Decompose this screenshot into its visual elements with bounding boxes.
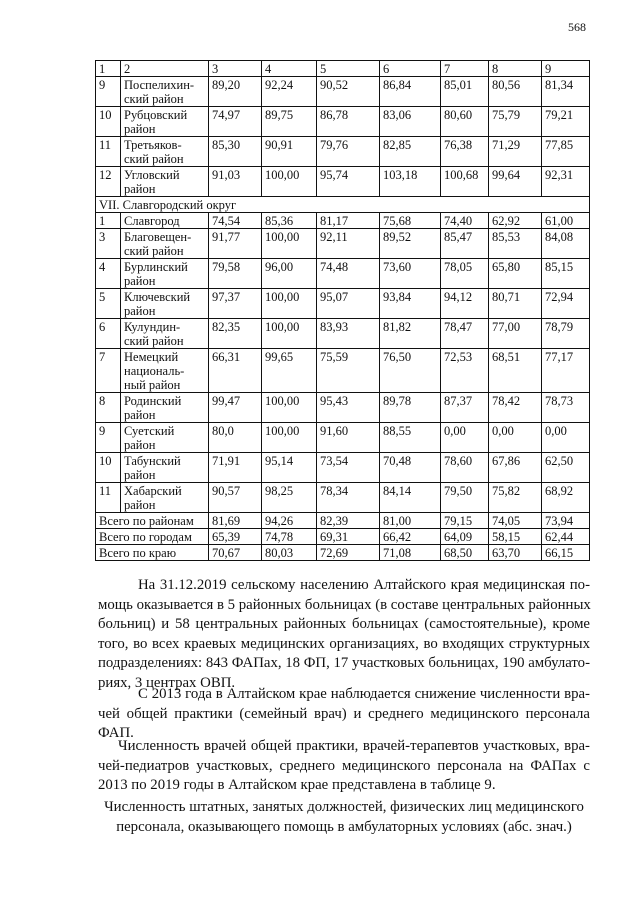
value-cell: 68,92 [542, 483, 590, 513]
value-cell: 73,94 [542, 513, 590, 529]
table-row [96, 229, 590, 259]
row-number-cell: 12 [96, 167, 121, 197]
value-cell: 89,75 [262, 107, 317, 137]
value-cell: 68,50 [441, 545, 489, 561]
value-cell: 80,56 [489, 77, 542, 107]
value-cell: 85,30 [209, 137, 262, 167]
column-number-cell: 3 [209, 61, 262, 77]
paragraph-line: риях, 3 центрах ОВП. [98, 674, 236, 691]
value-cell: 73,60 [380, 259, 441, 289]
value-cell: 62,50 [542, 453, 590, 483]
value-cell: 92,11 [317, 229, 380, 259]
value-cell: 80,0 [209, 423, 262, 453]
value-cell: 81,69 [209, 513, 262, 529]
column-number-cell: 6 [380, 61, 441, 77]
value-cell: 74,78 [262, 529, 317, 545]
value-cell: 61,00 [542, 213, 590, 229]
value-cell: 75,82 [489, 483, 542, 513]
value-cell: 97,37 [209, 289, 262, 319]
section-row [96, 197, 590, 213]
value-cell: 71,29 [489, 137, 542, 167]
value-cell: 83,06 [380, 107, 441, 137]
value-cell: 100,00 [262, 289, 317, 319]
value-cell: 72,94 [542, 289, 590, 319]
value-cell: 89,78 [380, 393, 441, 423]
table-row [96, 259, 590, 289]
value-cell: 89,20 [209, 77, 262, 107]
table-header-row [96, 61, 590, 77]
value-cell: 0,00 [542, 423, 590, 453]
value-cell: 58,15 [489, 529, 542, 545]
value-cell: 78,05 [441, 259, 489, 289]
value-cell: 85,36 [262, 213, 317, 229]
value-cell: 68,51 [489, 349, 542, 393]
value-cell: 99,65 [262, 349, 317, 393]
value-cell: 84,08 [542, 229, 590, 259]
column-number-cell: 4 [262, 61, 317, 77]
paragraph-line: чей-педиатров участковых, среднего медицинского персонала на ФАПах с [98, 757, 590, 774]
table-row [96, 213, 590, 229]
value-cell: 103,18 [380, 167, 441, 197]
body-paragraph [98, 685, 590, 744]
value-cell: 77,17 [542, 349, 590, 393]
value-cell: 85,15 [542, 259, 590, 289]
value-cell: 64,09 [441, 529, 489, 545]
table-row [96, 319, 590, 349]
value-cell: 89,52 [380, 229, 441, 259]
value-cell: 91,60 [317, 423, 380, 453]
paragraph-line: На 31.12.2019 сельскому населению Алтайского края медицинская по- [138, 577, 590, 593]
row-number-cell: 9 [96, 423, 121, 453]
value-cell: 86,78 [317, 107, 380, 137]
value-cell: 0,00 [441, 423, 489, 453]
value-cell: 78,60 [441, 453, 489, 483]
value-cell: 81,17 [317, 213, 380, 229]
table-row [96, 77, 590, 107]
value-cell: 75,59 [317, 349, 380, 393]
value-cell: 72,53 [441, 349, 489, 393]
value-cell: 95,07 [317, 289, 380, 319]
table-row [96, 393, 590, 423]
value-cell: 72,69 [317, 545, 380, 561]
value-cell: 77,00 [489, 319, 542, 349]
value-cell: 73,54 [317, 453, 380, 483]
district-name-cell: Ключевский район [121, 289, 209, 319]
value-cell: 78,42 [489, 393, 542, 423]
value-cell: 63,70 [489, 545, 542, 561]
value-cell: 99,47 [209, 393, 262, 423]
total-label-cell: Всего по районам [96, 513, 209, 529]
value-cell: 85,53 [489, 229, 542, 259]
value-cell: 62,92 [489, 213, 542, 229]
table-row [96, 423, 590, 453]
district-name-cell: Родинский район [121, 393, 209, 423]
value-cell: 80,60 [441, 107, 489, 137]
paragraph-line: мощь оказывается в 5 районных больницах (в составе центральных районных [98, 596, 591, 613]
value-cell: 78,79 [542, 319, 590, 349]
value-cell: 95,43 [317, 393, 380, 423]
value-cell: 82,39 [317, 513, 380, 529]
data-table [95, 60, 590, 561]
column-number-cell: 8 [489, 61, 542, 77]
total-label-cell: Всего по городам [96, 529, 209, 545]
value-cell: 80,03 [262, 545, 317, 561]
paragraph-line: С 2013 года в Алтайском крае наблюдается снижение численности вра- [138, 686, 590, 702]
value-cell: 92,24 [262, 77, 317, 107]
value-cell: 75,79 [489, 107, 542, 137]
value-cell: 100,00 [262, 319, 317, 349]
value-cell: 65,39 [209, 529, 262, 545]
value-cell: 87,37 [441, 393, 489, 423]
value-cell: 70,48 [380, 453, 441, 483]
value-cell: 79,76 [317, 137, 380, 167]
value-cell: 78,73 [542, 393, 590, 423]
district-name-cell: Третьяков- ский район [121, 137, 209, 167]
value-cell: 88,55 [380, 423, 441, 453]
row-number-cell: 7 [96, 349, 121, 393]
body-paragraph [98, 576, 590, 693]
caption-line: персонала, оказывающего помощь в амбулаторных условиях (абс. знач.) [116, 818, 572, 835]
district-name-cell: Кулундин- ский район [121, 319, 209, 349]
value-cell: 90,52 [317, 77, 380, 107]
value-cell: 85,47 [441, 229, 489, 259]
value-cell: 95,14 [262, 453, 317, 483]
value-cell: 66,15 [542, 545, 590, 561]
value-cell: 74,97 [209, 107, 262, 137]
paragraph-line: того, во всех краевых медицинских организациях, во входящих структурных [98, 635, 590, 652]
district-name-cell: Славгород [121, 213, 209, 229]
value-cell: 85,01 [441, 77, 489, 107]
value-cell: 81,34 [542, 77, 590, 107]
value-cell: 76,38 [441, 137, 489, 167]
table-row [96, 289, 590, 319]
value-cell: 82,35 [209, 319, 262, 349]
value-cell: 65,80 [489, 259, 542, 289]
paragraph-line: чей общей практики (семейный врач) и среднего медицинского персонала [98, 705, 590, 722]
value-cell: 91,77 [209, 229, 262, 259]
value-cell: 95,74 [317, 167, 380, 197]
value-cell: 79,15 [441, 513, 489, 529]
value-cell: 71,91 [209, 453, 262, 483]
value-cell: 78,34 [317, 483, 380, 513]
row-number-cell: 11 [96, 483, 121, 513]
value-cell: 100,00 [262, 167, 317, 197]
value-cell: 66,31 [209, 349, 262, 393]
row-number-cell: 3 [96, 229, 121, 259]
paragraph-line: ФАП. [98, 725, 134, 741]
value-cell: 94,26 [262, 513, 317, 529]
value-cell: 70,67 [209, 545, 262, 561]
column-number-cell: 9 [542, 61, 590, 77]
value-cell: 80,71 [489, 289, 542, 319]
value-cell: 99,64 [489, 167, 542, 197]
value-cell: 91,03 [209, 167, 262, 197]
row-number-cell: 4 [96, 259, 121, 289]
value-cell: 67,86 [489, 453, 542, 483]
paragraph-line: 2013 по 2019 годы в Алтайском крае представлена в таблице 9. [98, 777, 496, 793]
value-cell: 83,93 [317, 319, 380, 349]
row-number-cell: 10 [96, 453, 121, 483]
value-cell: 76,50 [380, 349, 441, 393]
value-cell: 92,31 [542, 167, 590, 197]
value-cell: 81,00 [380, 513, 441, 529]
value-cell: 74,48 [317, 259, 380, 289]
district-name-cell: Суетский район [121, 423, 209, 453]
district-name-cell: Благовещен- ский район [121, 229, 209, 259]
district-name-cell: Бурлинский район [121, 259, 209, 289]
row-number-cell: 9 [96, 77, 121, 107]
value-cell: 100,00 [262, 229, 317, 259]
table-row [96, 453, 590, 483]
total-row [96, 513, 590, 529]
page-number: 568 [568, 20, 586, 34]
value-cell: 93,84 [380, 289, 441, 319]
value-cell: 77,85 [542, 137, 590, 167]
value-cell: 84,14 [380, 483, 441, 513]
paragraph-line: Численность врачей общей практики, врачей-терапевтов участковых, вра- [118, 738, 590, 754]
value-cell: 94,12 [441, 289, 489, 319]
table-caption [98, 798, 590, 837]
paragraph-line: больниц) и 58 центральных районных больницах (самостоятельные), кроме [98, 616, 590, 632]
value-cell: 90,91 [262, 137, 317, 167]
district-name-cell: Табунский район [121, 453, 209, 483]
row-number-cell: 8 [96, 393, 121, 423]
total-row [96, 529, 590, 545]
section-title-cell: VII. Славгородский округ [96, 197, 590, 213]
value-cell: 100,00 [262, 393, 317, 423]
district-name-cell: Угловский район [121, 167, 209, 197]
body-paragraph [98, 737, 590, 796]
value-cell: 79,58 [209, 259, 262, 289]
row-number-cell: 11 [96, 137, 121, 167]
total-label-cell: Всего по краю [96, 545, 209, 561]
table-row [96, 167, 590, 197]
row-number-cell: 10 [96, 107, 121, 137]
district-name-cell: Немецкий националь- ный район [121, 349, 209, 393]
table-row [96, 349, 590, 393]
value-cell: 69,31 [317, 529, 380, 545]
value-cell: 78,47 [441, 319, 489, 349]
row-number-cell: 1 [96, 213, 121, 229]
column-number-cell: 5 [317, 61, 380, 77]
total-row [96, 545, 590, 561]
value-cell: 74,54 [209, 213, 262, 229]
value-cell: 66,42 [380, 529, 441, 545]
row-number-cell: 6 [96, 319, 121, 349]
column-number-cell: 2 [121, 61, 209, 77]
value-cell: 81,82 [380, 319, 441, 349]
value-cell: 75,68 [380, 213, 441, 229]
district-name-cell: Хабарский район [121, 483, 209, 513]
paragraph-line: подразделениях: 843 ФАПах, 18 ФП, 17 участковых больницах, 190 амбулато- [98, 655, 591, 671]
value-cell: 74,05 [489, 513, 542, 529]
district-name-cell: Поспелихин- ский район [121, 77, 209, 107]
value-cell: 74,40 [441, 213, 489, 229]
row-number-cell: 5 [96, 289, 121, 319]
table-row [96, 483, 590, 513]
district-name-cell: Рубцовский район [121, 107, 209, 137]
value-cell: 96,00 [262, 259, 317, 289]
value-cell: 90,57 [209, 483, 262, 513]
column-number-cell: 7 [441, 61, 489, 77]
value-cell: 79,21 [542, 107, 590, 137]
table-row [96, 107, 590, 137]
caption-line: Численность штатных, занятых должностей, физических лиц медицинского [104, 799, 584, 815]
value-cell: 62,44 [542, 529, 590, 545]
value-cell: 82,85 [380, 137, 441, 167]
value-cell: 0,00 [489, 423, 542, 453]
value-cell: 100,68 [441, 167, 489, 197]
value-cell: 71,08 [380, 545, 441, 561]
value-cell: 86,84 [380, 77, 441, 107]
column-number-cell: 1 [96, 61, 121, 77]
value-cell: 79,50 [441, 483, 489, 513]
value-cell: 98,25 [262, 483, 317, 513]
value-cell: 100,00 [262, 423, 317, 453]
table-row [96, 137, 590, 167]
